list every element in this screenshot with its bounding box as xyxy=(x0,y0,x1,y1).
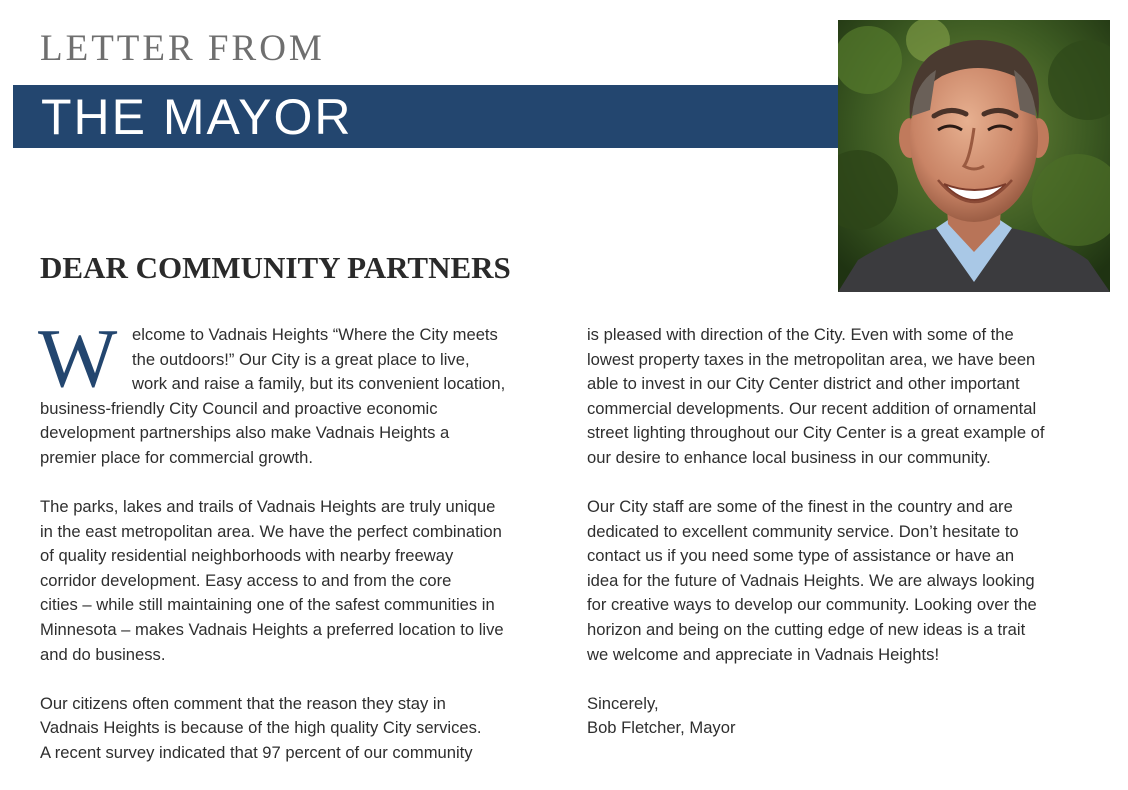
text-line: Vadnais Heights is because of the high quality City services. xyxy=(40,718,482,738)
text-line: lowest property taxes in the metropolitan area, we have been xyxy=(587,349,1036,369)
letter-heading: DEAR COMMUNITY PARTNERS xyxy=(40,250,511,285)
closing-text: Sincerely, xyxy=(587,693,659,713)
letter-column-left xyxy=(38,312,562,790)
text-line: A recent survey indicated that 97 percent of our community xyxy=(40,742,473,762)
text-line: idea for the future of Vadnais Heights. We are always looking xyxy=(587,570,1035,590)
text-line: cities – while still maintaining one of the safest communities in xyxy=(40,595,495,615)
text-line: in the east metropolitan area. We have the perfect combination xyxy=(40,521,502,541)
text-line: elcome to Vadnais Heights “Where the City meets xyxy=(132,325,498,344)
text-line: for creative ways to develop our community. Looking over the xyxy=(587,595,1037,615)
text-line: contact us if you need some type of assistance or have an xyxy=(587,546,1015,566)
mayor-portrait-image xyxy=(838,20,1110,292)
text-line: premier place for commercial growth. xyxy=(40,447,313,467)
letter-column-right xyxy=(587,323,1117,765)
text-line: work and raise a family, but its convenient location, xyxy=(132,374,506,394)
text-line: of quality residential neighborhoods with nearby freeway xyxy=(40,546,454,566)
text-line: Minnesota – makes Vadnais Heights a preferred location to live xyxy=(40,619,504,639)
text-line: we welcome and appreciate in Vadnais Heights! xyxy=(587,644,940,664)
paragraph-citizens xyxy=(40,692,562,766)
text-line: is pleased with direction of the City. Even with some of the xyxy=(587,325,1014,344)
paragraph-parks xyxy=(40,495,562,667)
text-line: and do business. xyxy=(40,644,166,664)
text-line: dedicated to excellent community service. Don’t hesitate to xyxy=(587,521,1019,541)
paragraph-staff xyxy=(587,495,1117,667)
text-line: commercial developments. Our recent addition of ornamental xyxy=(587,398,1037,418)
drop-cap: W xyxy=(38,312,118,405)
text-line: corridor development. Easy access to and from the core xyxy=(40,570,452,590)
title-banner xyxy=(13,85,840,148)
signature-text: Bob Fletcher, Mayor xyxy=(587,718,736,738)
text-line: able to invest in our City Center district and other important xyxy=(587,374,1020,394)
paragraph-direction xyxy=(587,323,1117,471)
text-line: the outdoors!” Our City is a great place to live, xyxy=(132,349,470,369)
text-line: development partnerships also make Vadnais Heights a xyxy=(40,423,450,443)
text-line: business-friendly City Council and proactive economic xyxy=(40,398,438,418)
text-line: our desire to enhance local business in our community. xyxy=(587,447,991,467)
page-title: THE MAYOR xyxy=(41,89,353,145)
text-line: Our City staff are some of the finest in the country and are xyxy=(587,496,1013,516)
text-line: Our citizens often comment that the reason they stay in xyxy=(40,693,446,713)
text-line: The parks, lakes and trails of Vadnais Heights are truly unique xyxy=(40,496,496,516)
text-line: street lighting throughout our City Center is a great example of xyxy=(587,423,1045,443)
text-line: horizon and being on the cutting edge of new ideas is a trait xyxy=(587,619,1026,639)
mayor-photo xyxy=(838,20,1110,292)
letter-signoff xyxy=(587,692,1117,741)
kicker-title: LETTER FROM xyxy=(40,28,325,69)
paragraph-welcome xyxy=(38,312,562,471)
